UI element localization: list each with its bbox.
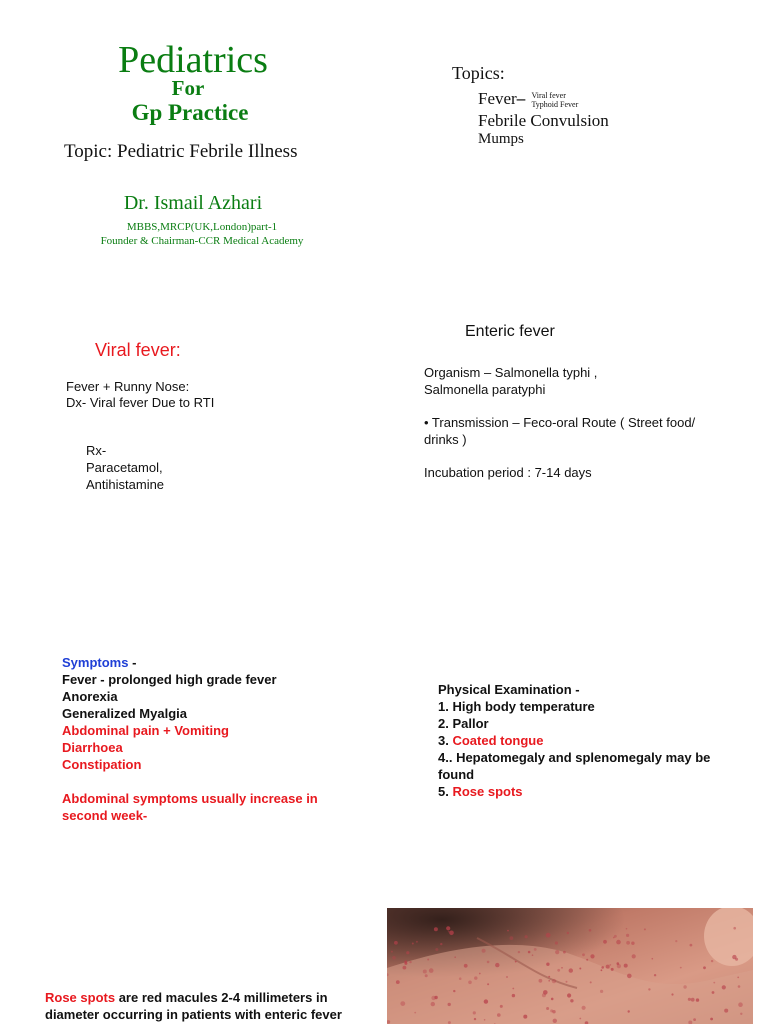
rose-spot-mark <box>539 979 543 983</box>
rose-spot-mark <box>722 985 726 989</box>
rose-spot-mark <box>654 974 656 976</box>
rose-spot-mark <box>626 941 630 945</box>
rose-spot-mark <box>532 954 534 956</box>
fever-sub-viral: Viral fever <box>531 91 566 101</box>
rose-spot-mark <box>392 956 396 960</box>
rose-spot-mark <box>412 943 414 945</box>
symptom-item: Generalized Myalgia <box>62 706 187 721</box>
rose-spot-mark <box>546 963 549 966</box>
rose-spot-mark <box>652 958 654 960</box>
exam-item-4: 4.. Hepatomegaly and splenomegaly may be found <box>438 750 711 782</box>
rose-spot-mark <box>409 961 411 963</box>
rose-spot-mark <box>403 966 407 970</box>
rose-spot-mark <box>484 999 488 1003</box>
doctor-credentials <box>0 220 404 248</box>
exam-heading: Physical Examination - <box>438 682 580 697</box>
title-subtitle: Gp Practice <box>131 100 249 125</box>
viral-fever-rx <box>86 442 164 493</box>
rose-spot-mark <box>566 981 568 983</box>
rose-spot-mark <box>534 948 537 951</box>
exam-item-5-text: Rose spots <box>452 784 523 799</box>
rose-spot-mark <box>570 999 573 1002</box>
rose-spot-mark <box>528 951 531 954</box>
rose-spot-mark <box>434 996 437 999</box>
rose-spot-mark <box>507 930 509 932</box>
rose-spot-mark <box>550 1009 553 1012</box>
viral-fever-heading: Viral fever: <box>95 340 181 360</box>
rose-spot-mark <box>711 960 713 962</box>
viral-line-1: Fever + Runny Nose: <box>66 379 190 394</box>
symptom-item: Anorexia <box>62 689 118 704</box>
rose-spot-mark <box>446 926 450 930</box>
rose-spot-mark <box>586 959 588 961</box>
rose-spot-mark <box>448 1003 451 1006</box>
rose-spot-mark <box>464 964 468 968</box>
rose-spot-mark <box>732 955 736 959</box>
symptom-item: Fever - prolonged high grade fever <box>62 672 277 687</box>
rose-spot-mark <box>703 966 706 969</box>
rose-spot-mark <box>600 990 603 993</box>
rose-spot-mark <box>459 977 462 980</box>
rose-spot-mark <box>414 1012 416 1014</box>
title-for: For <box>171 76 205 100</box>
rose-spot-mark <box>391 951 393 953</box>
rose-spot-mark <box>497 1013 501 1017</box>
exam-item-1: 1. High body temperature <box>438 699 595 714</box>
rose-spot-mark <box>468 981 472 985</box>
viral-fever-body <box>66 379 214 411</box>
rose-spot-mark <box>611 968 614 971</box>
rose-spot-mark <box>616 940 621 945</box>
rose-spot-mark <box>675 940 677 942</box>
rose-spot-mark <box>482 949 486 953</box>
rose-spot-mark <box>582 953 585 956</box>
rx-item-2: Antihistamine <box>86 477 165 492</box>
incubation-line: Incubation period : 7-14 days <box>424 465 592 480</box>
rose-spot-mark <box>552 979 556 983</box>
physical-exam-block <box>438 681 738 800</box>
rose-spot-mark <box>617 964 621 968</box>
rose-spot-mark <box>453 990 455 992</box>
rose-spot-mark <box>487 961 490 964</box>
topic-fever-label: Fever <box>478 89 517 108</box>
credentials-line: MBBS,MRCP(UK,London)part-1 <box>126 221 278 233</box>
rose-spot-mark <box>579 968 581 970</box>
rose-spot-mark <box>431 1002 435 1006</box>
rose-spot-mark <box>474 1018 476 1020</box>
organism-line-1: Organism – Salmonella typhi , <box>424 365 598 380</box>
enteric-fever-heading: Enteric fever <box>465 323 555 340</box>
rose-spot-mark <box>454 956 456 958</box>
rose-spot-mark <box>512 988 514 990</box>
rose-spot-mark <box>628 1010 630 1012</box>
topic-mumps: Mumps <box>478 131 524 147</box>
exam-item-5-num: 5. <box>438 784 453 799</box>
topic-fever-dash: – <box>516 89 526 108</box>
rose-spot-mark <box>693 1018 696 1021</box>
rose-spot-mark <box>523 1015 527 1019</box>
symptom-item: Abdominal pain + Vomiting <box>62 723 229 738</box>
rose-spot-mark <box>569 968 573 972</box>
rose-spots-photo-image <box>387 908 753 1024</box>
rose-spot-mark <box>394 941 398 945</box>
rose-spot-mark <box>606 965 610 969</box>
rose-spot-mark <box>601 969 603 971</box>
rose-spot-mark <box>546 1007 549 1010</box>
abdominal-note-2: second week- <box>62 808 148 823</box>
rx-label: Rx- <box>86 443 107 458</box>
viral-line-2: Dx- Viral fever Due to RTI <box>66 395 215 410</box>
rose-spot-mark <box>406 951 409 954</box>
rose-spot-mark <box>427 959 429 961</box>
abdominal-note-1: Abdominal symptoms usually increase in <box>62 791 318 806</box>
exam-item-5 <box>438 783 738 800</box>
rose-spot-mark <box>423 970 427 974</box>
rose-spot-mark <box>474 976 477 979</box>
rose-spot-mark <box>551 998 554 1001</box>
rose-spots-label: Rose spots <box>45 990 116 1005</box>
rose-spots-photo <box>387 908 753 1024</box>
rose-spot-mark <box>590 954 594 958</box>
rose-spot-mark <box>601 966 604 969</box>
rose-spots-rest: are red macules 2-4 millimeters in diameter occurring in patients with enteric fever <box>45 990 342 1022</box>
rose-spot-mark <box>510 936 514 940</box>
rose-spot-mark <box>713 982 715 984</box>
rose-spot-mark <box>435 948 438 951</box>
rose-spot-mark <box>518 951 520 953</box>
rose-spot-mark <box>495 963 499 967</box>
rose-spot-mark <box>671 993 673 995</box>
rose-spot-mark <box>680 967 682 969</box>
rose-spot-mark <box>500 1005 503 1008</box>
page-title: Pediatrics <box>118 39 268 81</box>
rose-spot-mark <box>738 985 741 988</box>
symptoms-label: Symptoms <box>62 655 129 670</box>
rose-spot-mark <box>479 973 481 975</box>
rose-spot-mark <box>525 935 528 938</box>
rose-spot-mark <box>425 974 428 977</box>
fever-sub-typhoid: Typhoid Fever <box>531 100 579 110</box>
rose-spot-mark <box>648 988 650 990</box>
rose-spot-mark <box>733 927 736 930</box>
topic-line: Topic: Pediatric Febrile Illness <box>64 141 298 162</box>
rose-spot-mark <box>737 977 739 979</box>
rose-spot-mark <box>567 993 571 997</box>
rose-spot-mark <box>487 983 489 985</box>
rose-spot-mark <box>404 960 407 963</box>
rose-spot-mark <box>626 934 629 937</box>
rose-spot-mark <box>740 1013 742 1015</box>
rose-spot-mark <box>449 931 454 936</box>
rose-spot-mark <box>557 969 560 972</box>
rose-spot-mark <box>738 1002 743 1007</box>
rose-spot-mark <box>609 964 611 966</box>
rose-spot-mark <box>632 954 636 958</box>
exam-item-2: 2. Pallor <box>438 716 489 731</box>
rose-spot-mark <box>589 929 592 932</box>
topic-febrile-convulsion: Febrile Convulsion <box>478 111 609 130</box>
rose-spot-mark <box>579 1018 581 1020</box>
exam-item-3-text: Coated tongue <box>452 733 544 748</box>
symptom-item: Constipation <box>62 757 142 772</box>
rose-spot-mark <box>434 927 438 931</box>
enteric-fever-body <box>424 364 724 481</box>
rose-spot-mark <box>688 998 691 1001</box>
exam-item-3 <box>438 732 738 749</box>
rose-spot-mark <box>696 998 699 1001</box>
rose-spot-mark <box>484 1019 486 1021</box>
doctor-name: Dr. Ismail Azhari <box>123 192 263 214</box>
rose-spot-mark <box>724 1009 728 1013</box>
rose-spot-mark <box>624 964 628 968</box>
rose-spot-mark <box>582 1006 586 1010</box>
symptoms-block <box>62 654 318 824</box>
rose-spot-mark <box>448 931 450 933</box>
rose-spot-mark <box>429 968 434 973</box>
rx-item-1: Paracetamol, <box>86 460 163 475</box>
symptom-item: Diarrhoea <box>62 740 123 755</box>
symptoms-heading <box>62 654 318 671</box>
rose-spot-mark <box>555 950 559 954</box>
rose-spot-mark <box>710 1018 713 1021</box>
rose-spot-mark <box>515 961 517 963</box>
rose-spots-description <box>45 989 375 1023</box>
rose-spot-mark <box>548 976 550 978</box>
rose-spot-mark <box>563 951 566 954</box>
rose-spot-mark <box>400 1001 405 1006</box>
topic-fever <box>478 89 578 109</box>
fever-subtopics <box>531 91 578 109</box>
transmission-line: • Transmission – Feco-oral Route ( Street food/ drinks ) <box>424 415 696 447</box>
rose-spot-mark <box>626 928 628 930</box>
rose-spot-mark <box>440 943 442 945</box>
rose-spot-mark <box>627 974 632 979</box>
rose-spot-mark <box>555 941 558 944</box>
rose-spot-mark <box>546 933 551 938</box>
rose-spot-mark <box>631 942 634 945</box>
rose-spot-mark <box>691 998 695 1002</box>
exam-item-3-num: 3. <box>438 733 453 748</box>
rose-spot-mark <box>690 944 693 947</box>
rose-spot-mark <box>548 980 550 982</box>
topics-heading: Topics: <box>452 63 505 83</box>
symptoms-dash: - <box>128 655 137 670</box>
rose-spot-mark <box>396 980 400 984</box>
rose-spot-mark <box>644 928 646 930</box>
rose-spot-mark <box>506 976 508 978</box>
organism-line-2: Salmonella paratyphi <box>424 382 546 397</box>
role-line: Founder & Chairman-CCR Medical Academy <box>100 235 304 247</box>
rose-spot-mark <box>553 1019 557 1023</box>
rose-spot-mark <box>512 994 515 997</box>
rose-spot-mark <box>416 941 418 943</box>
rose-spot-mark <box>567 932 569 934</box>
rose-spot-mark <box>613 937 615 939</box>
rose-spot-mark <box>590 981 592 983</box>
rose-spot-mark <box>473 1011 476 1014</box>
rose-spot-mark <box>603 940 607 944</box>
rose-spot-mark <box>683 985 686 988</box>
rose-spot-mark <box>542 993 546 997</box>
rose-spot-mark <box>712 991 715 994</box>
rose-spot-mark <box>561 967 563 969</box>
